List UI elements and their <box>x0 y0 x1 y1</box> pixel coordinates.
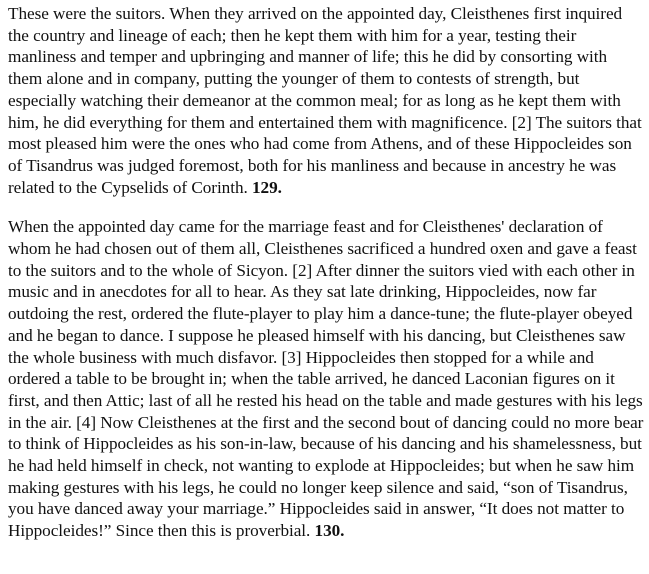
paragraph-text: These were the suitors. When they arrived on the appointed day, Cleisthenes first inquired the country and lineage of each; then he kept them with him for a year, testing their manliness and temper and upbringing and manner of life; this he did by consorting with them alone and in company, putting the younger of them to contests of strength, but especially watching their demeanor at the common meal; for as long as he kept them with him, he did everything for them and entertained them with magnificence. [2] The suitors that most pleased him were the ones who had come from Athens, and of these Hippocleides son of Tisandrus was judged foremost, both for his manliness and because in ancestry he was related to the Cypselids of Corinth. <box>8 4 642 197</box>
paragraph-1 <box>8 3 645 198</box>
section-number-129: 129. <box>252 177 282 197</box>
paragraph-text: When the appointed day came for the marriage feast and for Cleisthenes' declaration of whom he had chosen out of them all, Cleisthenes sacrificed a hundred oxen and gave a feast to the suitors and to the whole of Sicyon. [2] After dinner the suitors vied with each other in music and in anecdotes for all to hear. As they sat late drinking, Hippocleides, now far outdoing the rest, ordered the flute-player to play him a dance-tune; the flute-player obeyed and he began to dance. I suppose he pleased himself with his dancing, but Cleisthenes saw the whole business with much disfavor. [3] Hippocleides then stopped for a while and ordered a table to be brought in; when the table arrived, he danced Laconian figures on it first, and then Attic; last of all he rested his head on the table and made gestures with his legs in the air. [4] Now Cleisthenes at the first and the second bout of dancing could no more bear to think of Hippocleides as his son-in-law, because of his dancing and his shamelessness, but he had held himself in check, not wanting to explode at Hippocleides; but when he saw him making gestures with his legs, he could no longer keep silence and said, “son of Tisandrus, you have danced away your marriage.” Hippocleides said in answer, “It does not matter to Hippocleides!” Since then this is proverbial. <box>8 217 644 541</box>
paragraph-2 <box>8 216 645 542</box>
section-number-130: 130. <box>314 521 345 541</box>
